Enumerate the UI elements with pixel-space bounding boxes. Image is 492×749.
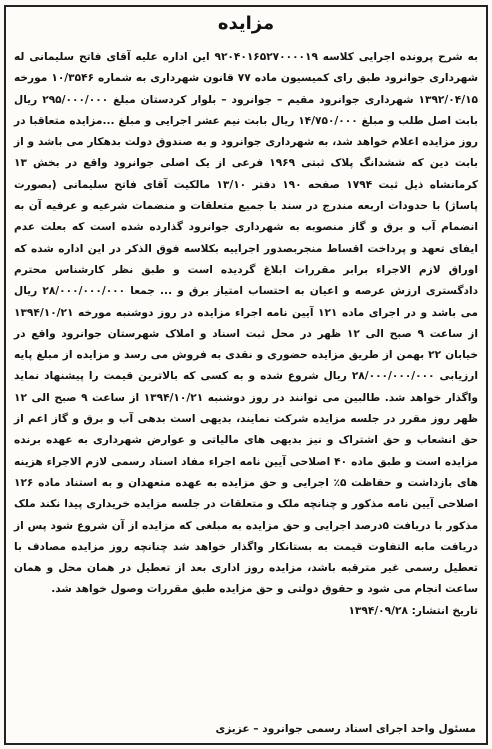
publication-date: تاریخ انتشار: ۱۳۹۴/۰۹/۲۸	[348, 604, 478, 617]
notice-frame	[4, 5, 488, 745]
notice-title: مزایده	[217, 12, 275, 34]
notice-paragraph: به شرح پرونده اجرایی کلاسه ۹۲۰۴۰۱۶۵۲۷۰۰۰۰۱۹ این اداره علیه آقای فاتح سلیمانی له شهرداری جوانرود طبق رای کمیسیون ماده ۷۷ قانون شهرداری به شماره ۱۰/۳۵۴۶ مورخه ۱۳۹۲/۰۴/۱۵ شهرداری جوانرود مقیم – جوانرود – بلوار کردستان مبلغ ۲۹۵/۰۰۰/۰۰۰ ریال بابت اصل طلب و مبلغ ۱۴/۷۵۰/۰۰۰ ریال بابت نیم عشر اجرایی و مبلغ ...مزایده متعاقبا در روز مزایده اعلام خواهد شد، به شهرداری جوانرود و به صندوق دولت بدهکار می باشد و از بابت دین که ششدانگ پلاک ثبتی ۱۹۶۹ فرعی از یک اصلی جوانرود واقع در بخش ۱۳ کرمانشاه ذیل ثبت ۱۷۹۴ صفحه ۱۹۰ دفتر ۱۳/۱۰ مالکیت آقای فاتح سلیمانی (بصورت پاساژ) با حدودات اربعه مندرج در سند با جمیع متعلقات و منضمات شرعیه و عرفیه آن به انضمام آب و برق و گاز منصوبه به شهرداری جوانرود گذارده شده است که بعلت عدم ایفای تعهد و پرداخت اقساط منجربصدور اجراییه بکلاسه فوق الذکر در این اداره شده که اوراق لازم الاجراء برابر مقررات ابلاغ گردیده است و طبق نظر کارشناس محترم دادگستری ارزش عرصه و اعیان به احتساب امتیاز برق و ... جمعا ۲۸/۰۰۰/۰۰۰/۰۰۰ ریال می باشد و در اجرای ماده ۱۲۱ آیین نامه اجراء مزایده در روز دوشنبه مورخه ۱۳۹۴/۱۰/۲۱ از ساعت ۹ صبح الی ۱۲ ظهر در محل ثبت اسناد و املاک شهرستان جوانرود واقع در خیابان ۲۲ بهمن از طریق مزایده حضوری و نقدی به فروش می رسد و مزایده از مبلغ پایه ارزیابی ۲۸/۰۰۰/۰۰۰/۰۰۰ ریال شروع شده و به کسی که بالاترین قیمت را پیشنهاد نماید واگذار خواهد شد. طالبین می توانند در روز دوشنبه ۱۳۹۴/۱۰/۲۱ از ساعت ۹ صبح الی ۱۲ ظهر روز مقرر در جلسه مزایده شرکت نمایند، بدیهی است بدهی آب و برق و گاز اعم از حق انشعاب و حق اشتراک و نیز بدیهی های مالیاتی و عوارض شهرداری به عهده برنده مزایده است و طبق ماده ۴۰ اصلاحی آیین نامه اجراء مفاد اسناد رسمی لازم الاجراء هزینه های بازداشت و حفاظت ۵٪ اجرایی و حق مزایده به عهده متعهدان و به استناد ماده ۱۲۶ اصلاحی آیین نامه مذکور و چنانچه ملک و متعلقات در جلسه مزایده خریداری پیدا نکند ملک مذکور با دریافت ۵درصد اجرایی و حق مزایده به مبلغی که مزایده از آن شروع شود پس از دریافت مابه التفاوت قیمت به بستانکار واگذار خواهد شد چنانچه روز مزایده مصادف با تعطیل رسمی غیر مترقبه باشد، مزایده روز اداری بعد از تعطیل در همان محل و همان ساعت انجام می شود و حقوق دولتی و حق مزایده طبق مقررات وصول خواهد شد.	[14, 51, 479, 596]
title-bar	[6, 7, 486, 39]
notice-body	[14, 47, 478, 622]
signature-line: مسئول واحد اجرای اسناد رسمی جوانرود – عزیزی	[215, 723, 476, 735]
